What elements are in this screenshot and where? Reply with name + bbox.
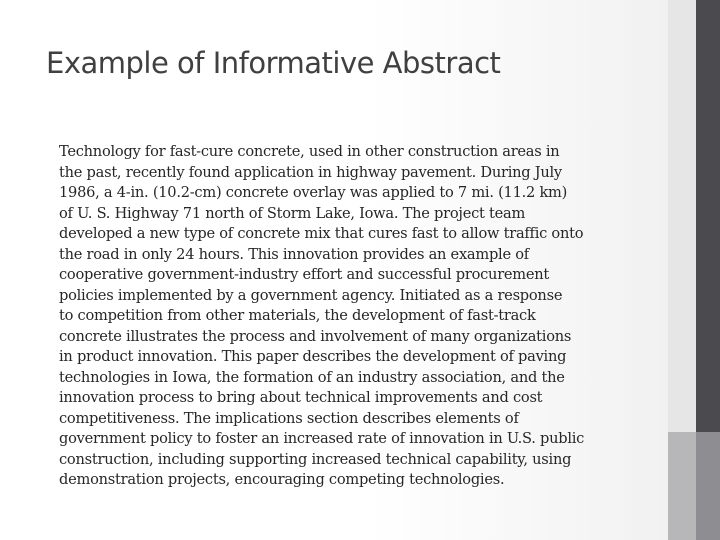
slide-title: Example of Informative Abstract <box>46 46 501 80</box>
abstract-line: construction, including supporting increased technical capability, using <box>59 450 572 468</box>
abstract-line: innovation process to bring about technical improvements and cost <box>59 389 543 406</box>
abstract-line: concrete illustrates the process and involvement of many organizations <box>59 327 572 345</box>
abstract-line: Technology for fast-cure concrete, used in other construction areas in <box>59 143 560 160</box>
abstract-line: in product innovation. This paper describes the development of paving <box>59 348 567 365</box>
abstract-line: government policy to foster an increased rate of innovation in U.S. public <box>59 430 585 447</box>
abstract-line: technologies in Iowa, the formation of an industry association, and the <box>59 368 565 386</box>
sidebar-accent-dark-block <box>696 432 720 540</box>
abstract-line: the road in only 24 hours. This innovation provides an example of <box>59 245 529 263</box>
abstract-body <box>59 142 659 491</box>
abstract-line: developed a new type of concrete mix that cures fast to allow traffic onto <box>59 225 584 242</box>
abstract-line: of U. S. Highway 71 north of Storm Lake, Iowa. The project team <box>59 204 526 222</box>
abstract-line: 1986, a 4-in. (10.2-cm) concrete overlay was applied to 7 mi. (11.2 km) <box>59 184 568 201</box>
abstract-line: to competition from other materials, the development of fast-track <box>59 307 536 324</box>
abstract-line: policies implemented by a government agency. Initiated as a response <box>59 286 563 304</box>
abstract-line: demonstration projects, encouraging competing technologies. <box>59 471 505 488</box>
abstract-line: the past, recently found application in highway pavement. During July <box>59 163 562 181</box>
abstract-line: competitiveness. The implications section describes elements of <box>59 409 519 427</box>
abstract-line: cooperative government-industry effort and successful procurement <box>59 266 550 283</box>
